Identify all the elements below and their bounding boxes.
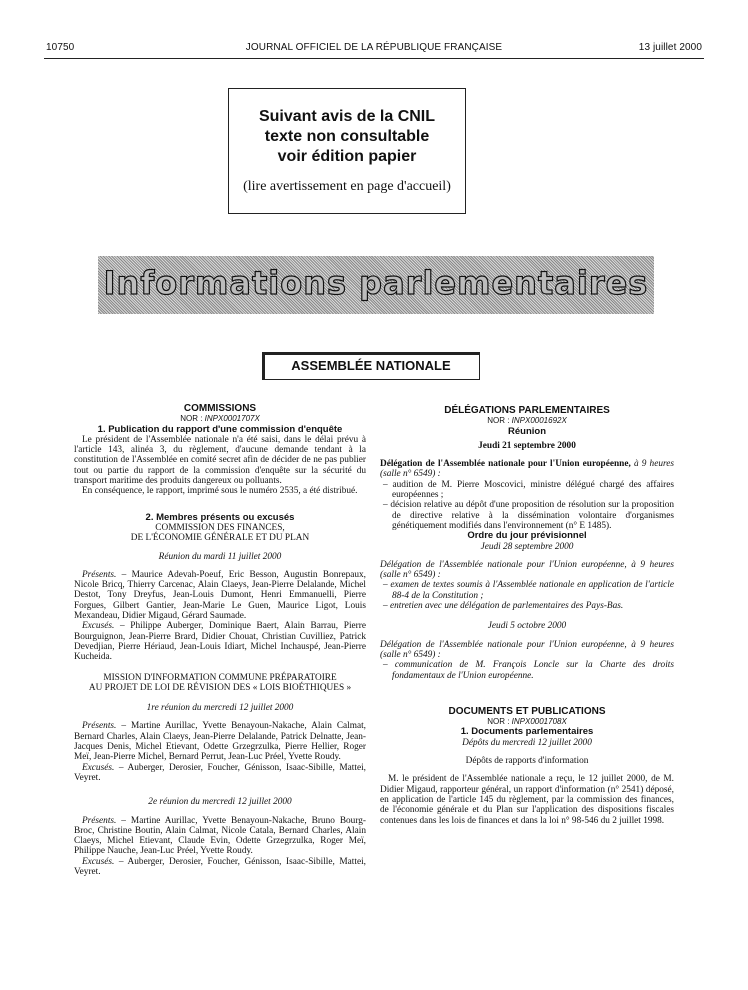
delegation-1-time: à 9 heures (salle n° 6549) :	[380, 459, 674, 480]
assemblee-title: ASSEMBLÉE NATIONALE	[291, 358, 451, 373]
delegation-2: Délégation de l'Assemblée nationale pour l'Union européenne, à 9 heures (salle n° 6549) :	[380, 559, 674, 581]
meeting-date-1: Réunion du mardi 11 juillet 2000	[158, 551, 282, 562]
issue-date: 13 juillet 2000	[638, 42, 702, 53]
meeting-date-3: Jeudi 5 octobre 2000	[487, 621, 567, 632]
excuses-label: Excusés.	[82, 762, 115, 773]
commissions-heading: COMMISSIONS	[183, 403, 257, 414]
header-rule	[44, 58, 704, 59]
excuses-2	[74, 763, 366, 784]
agenda-item-4: – entretien avec une délégation de parlementaires des Pays-Bas.	[383, 601, 624, 612]
excuses-names: – Philippe Auberger, Dominique Baert, Alain Barrau, Pierre Bourguignon, Jean-Pierre Brard, Didier Chouat, Christian Cuvilliez, Patrick Devedjian, Pierre Hériaud, Jean-Louis Idiart, Michel Inchauspé, Jean-Pierre Kucheida.	[74, 621, 366, 663]
journal-title: JOURNAL OFFICIEL DE LA RÉPUBLIQUE FRANÇAISE	[245, 42, 503, 53]
cnil-line-1: Suivant avis de la CNIL	[258, 108, 436, 125]
depots-subheading: Dépôts de rapports d'information	[465, 756, 589, 767]
mission-name-2: AU PROJET DE LOI DE RÉVISION DES « LOIS BIOÉTHIQUES »	[88, 682, 352, 693]
excuses-label: Excusés.	[82, 621, 115, 632]
delegation-1-name: Délégation de l'Assemblée nationale pour l'Union européenne,	[380, 459, 631, 470]
meeting-date-3: 2e réunion du mercredi 12 juillet 2000	[148, 797, 292, 808]
delegation-3: Délégation de l'Assemblée nationale pour l'Union européenne, à 9 heures (salle n° 6549) :	[380, 639, 674, 660]
meeting-date-2: Jeudi 28 septembre 2000	[480, 541, 574, 552]
excuses-3	[74, 857, 366, 878]
presents-label: Présents.	[82, 721, 117, 732]
assemblee-box	[262, 352, 480, 380]
section-banner	[98, 256, 654, 314]
commission-name-2: DE L'ÉCONOMIE GÉNÉRALE ET DU PLAN	[130, 533, 310, 544]
section-2-title: 2. Membres présents ou excusés	[145, 511, 295, 523]
reunion-heading: Réunion	[508, 425, 546, 437]
documents-heading: DOCUMENTS ET PUBLICATIONS	[448, 705, 606, 717]
excuses-names: – Auberger, Derosier, Foucher, Génisson, Isaac-Sibille, Mattei, Veyret.	[74, 856, 366, 877]
presents-label: Présents.	[82, 569, 117, 580]
agenda-item-3: – examen de textes soumis à l'Assemblée nationale en application de l'article 88-4 de la Constitution ;	[383, 580, 674, 601]
agenda-item-5: – communication de M. François Loncle sur la Charte des droits fondamentaux de l'Union européenne.	[383, 660, 674, 681]
section-1-paragraph-2: En conséquence, le rapport, imprimé sous le numéro 2535, a été distribué.	[82, 486, 358, 497]
presents-2	[74, 721, 366, 762]
nor-code: INPX0001692X	[511, 416, 567, 426]
nor-label: NOR :	[487, 717, 510, 727]
presents-names: – Maurice Adevah-Poeuf, Eric Besson, Augustin Bonrepaux, Nicole Bricq, Thierry Carcenac, Alain Claeys, Jean-Pierre Delalande, Michel Destot, Tony Dreyfus, Jean-Louis Dumont, Henri Emmanuelli, Pierre Forgues, Gilbert Gantier, Jean-Marie Le Guen, Maurice Ligot, Louis Mexandeau, Didier Migaud, Gérard Saumade.	[74, 569, 366, 622]
banner-title: Informations parlementaires	[103, 264, 649, 302]
nor-code: INPX0001708X	[511, 717, 567, 727]
cnil-line-3: voir édition papier	[277, 148, 417, 165]
presents-names: – Martine Aurillac, Yvette Benayoun-Nakache, Alain Calmat, Bernard Charles, Alain Claeys, Jean-Pierre Delalande, Patrick Delnatte, Jean-Jacques Denis, Michel Etievant, Odette Grzegrzulka, Pierre Hellier, Roger Meï, Jean-Pierre Michel, Bernard Perrut, Jean-Luc Préel, Yvette Roudy.	[74, 721, 366, 763]
agenda-item-2: – décision relative au dépôt d'une proposition de résolution sur la proposition de directive relative à la dissémination volontaire d'organismes génétiquement modifiés dans l'environnement (n° E 1485).	[383, 500, 674, 531]
meeting-date-2: 1re réunion du mercredi 12 juillet 2000	[146, 703, 294, 714]
delegation-1	[380, 459, 674, 480]
odj-heading: Ordre du jour prévisionnel	[467, 530, 587, 542]
left-column	[74, 404, 366, 877]
excuses-label: Excusés.	[82, 856, 115, 867]
nor-label: NOR :	[487, 416, 510, 426]
excuses-names: – Auberger, Derosier, Foucher, Génisson, Isaac-Sibille, Mattei, Veyret.	[74, 762, 366, 783]
section-1-paragraph: Le président de l'Assemblée nationale n'a été saisi, dans le délai prévu à l'article 143, alinéa 3, du règlement, d'aucune demande tendant à la constitution de l'Assemblée en comité secret afin de décider de ne pas publier tout ou partie du rapport de la commission d'enquête sur la sécurité du transport maritime des produits dangereux ou polluants.	[74, 434, 366, 487]
presents-names: – Martine Aurillac, Yvette Benayoun-Nakache, Bruno Bourg-Broc, Christine Boutin, Alain Calmat, Nicole Catala, Bernard Charles, Alain Claeys, Michel Etievant, Claude Evin, Odette Grzegrzulka, Roger Meï, Philippe Nauche, Jean-Luc Préel, Yvette Roudy.	[74, 815, 366, 857]
documents-paragraph: M. le président de l'Assemblée nationale a reçu, le 12 juillet 2000, de M. Didier Migaud, rapporteur général, un rapport d'information (n° 2541) déposé, en application de l'article 145 du règlement, par la commission des finances, de l'économie générale et du Plan sur l'application des dispositions fiscales contenues dans les lois de finances et dans la loi n° 98-546 du 2 juillet 1998.	[380, 774, 674, 826]
nor-label: NOR :	[180, 414, 203, 424]
cnil-note: (lire avertissement en page d'accueil)	[243, 179, 451, 194]
cnil-notice-box	[228, 88, 466, 214]
presents-3	[74, 816, 366, 857]
right-column	[380, 406, 674, 826]
excuses-1	[74, 621, 366, 662]
presents-1	[74, 570, 366, 621]
agenda-item-1: – audition de M. Pierre Moscovici, ministre délégué chargé des affaires européennes ;	[383, 479, 674, 501]
presents-label: Présents.	[82, 815, 117, 826]
depots-date: Dépôts du mercredi 12 juillet 2000	[462, 737, 592, 748]
mission-name-1: MISSION D'INFORMATION COMMUNE PRÉPARATOIRE	[103, 672, 337, 683]
delegations-heading: DÉLÉGATIONS PARLEMENTAIRES	[444, 405, 610, 416]
nor-code: INPX0001707X	[204, 414, 260, 424]
commission-name-1: COMMISSION DES FINANCES,	[155, 522, 285, 533]
cnil-line-2: texte non consultable	[264, 128, 430, 145]
section-1-title: 1. Publication du rapport d'une commission d'enquête	[97, 423, 343, 435]
page-number: 10750	[46, 42, 75, 53]
meeting-date-1: Jeudi 21 septembre 2000	[478, 440, 576, 451]
documents-title: 1. Documents parlementaires	[460, 726, 594, 738]
